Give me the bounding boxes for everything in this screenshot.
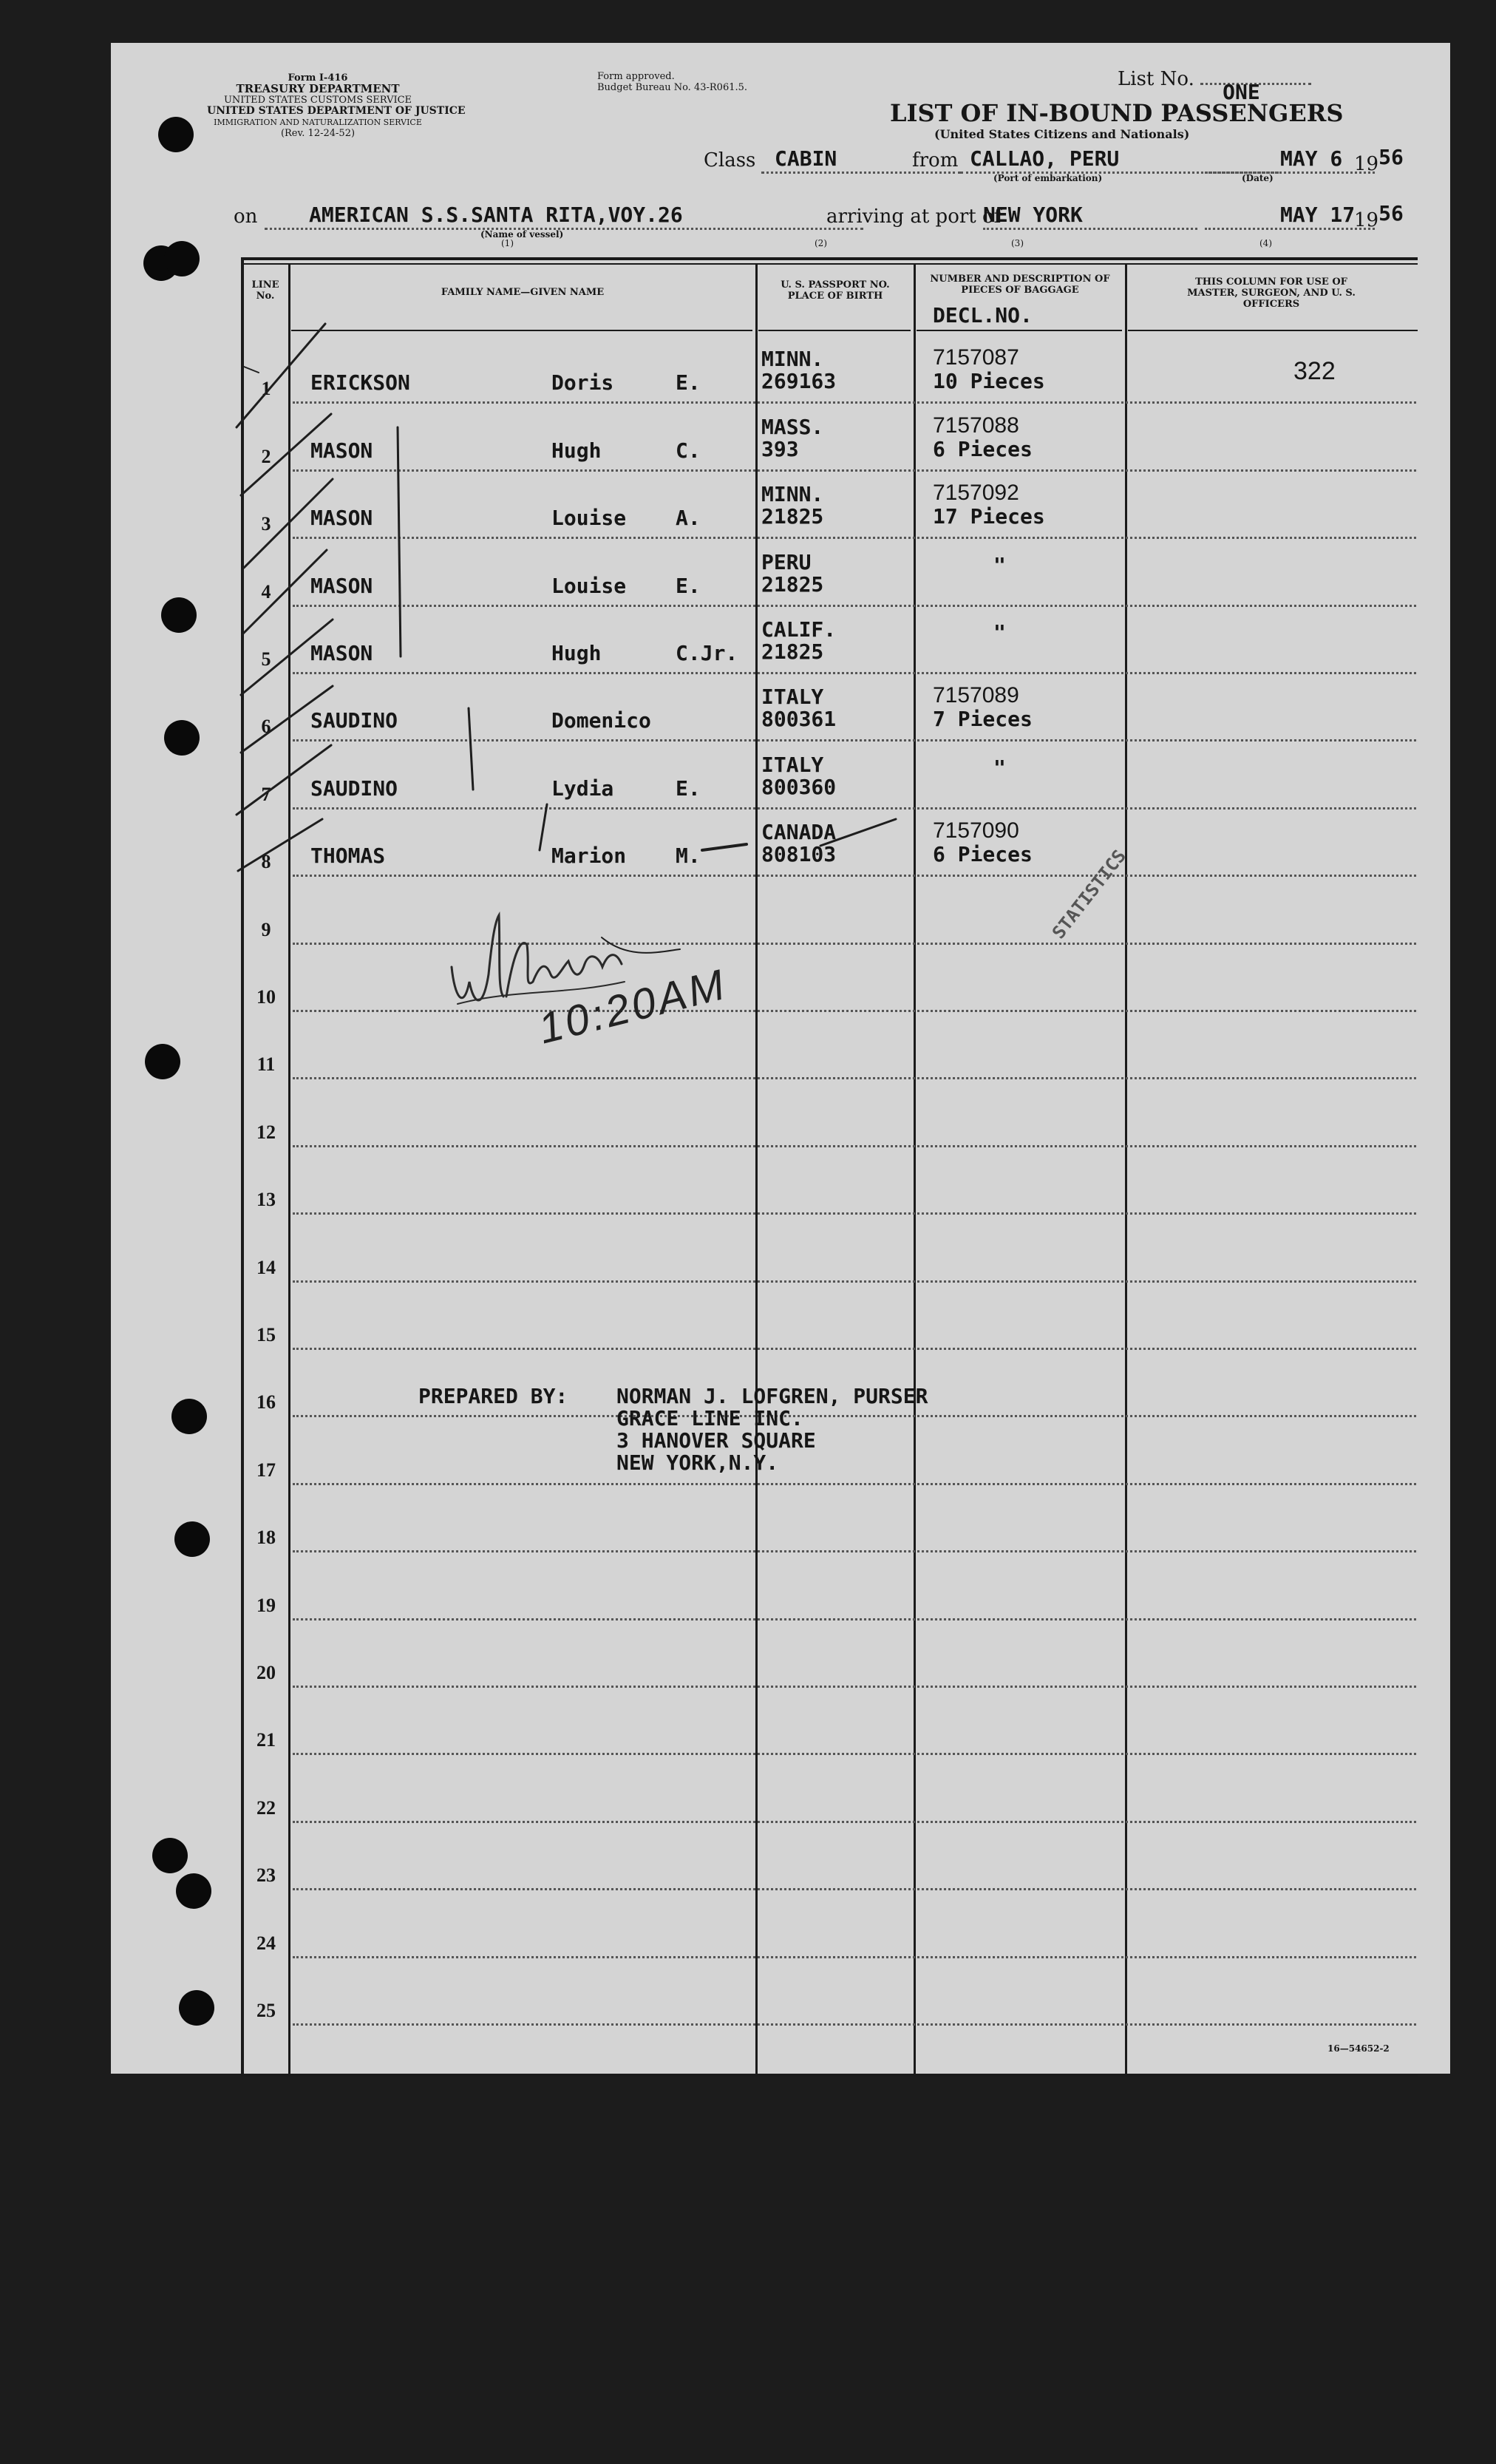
passport-number: 21825 (761, 639, 824, 664)
line-number: 2 (261, 445, 271, 467)
line-number: 20 (256, 1662, 276, 1683)
line-number: 18 (256, 1527, 276, 1549)
line-number: 7 (261, 783, 271, 805)
page-title: LIST OF IN-BOUND PASSENGERS (890, 99, 1344, 127)
passport-number: 21825 (761, 504, 824, 529)
passport-number: 800361 (761, 707, 837, 732)
family-name: SAUDINO (310, 775, 398, 801)
declaration-number: 7157088 (933, 413, 1019, 438)
passport-number: 808103 (761, 842, 837, 867)
given-name: Lydia (551, 775, 614, 801)
arrival-year-prefix: 19 (1354, 209, 1379, 231)
passport-number: 800360 (761, 774, 837, 799)
date-value: MAY 6 (1280, 146, 1343, 171)
vessel-value: AMERICAN S.S.SANTA RITA,VOY.26 (309, 203, 683, 227)
line-number: 3 (261, 513, 271, 535)
prepared-by-line-1: NORMAN J. LOFGREN, PURSER (616, 1384, 928, 1408)
passport-number: 21825 (761, 571, 824, 597)
place-of-birth: MINN. (761, 482, 824, 507)
header-passport: U. S. PASSPORT NO. PLACE OF BIRTH (781, 279, 890, 302)
prepared-by-line-2: GRACE LINE INC. (616, 1406, 803, 1430)
line-number: 9 (261, 918, 271, 940)
given-name: Domenico (551, 708, 651, 733)
middle-initial: M. (676, 844, 701, 869)
given-name: Louise (551, 573, 627, 598)
line-number: 11 (256, 1053, 276, 1076)
passport-number: 269163 (761, 369, 837, 394)
col-num-4: (4) (1259, 238, 1272, 248)
baggage-pieces: 6 Pieces (933, 842, 1033, 867)
prepared-by-line-3: 3 HANOVER SQUARE (616, 1428, 816, 1453)
place-of-birth: ITALY (761, 685, 824, 710)
baggage-pieces: 10 Pieces (933, 369, 1045, 394)
handwritten-time: 10:20AM (534, 960, 732, 1053)
place-of-birth: MINN. (761, 347, 824, 372)
list-no-value: ONE (1223, 80, 1260, 104)
form-number: Form I-416 (288, 72, 348, 84)
from-value: CALLAO, PERU (970, 146, 1120, 171)
approval-line: Form approved. (597, 71, 675, 82)
family-name: MASON (310, 506, 373, 531)
declaration-number: 7157092 (933, 481, 1019, 506)
header-officers: THIS COLUMN FOR USE OF MASTER, SURGEON, AND U. S. OFFICERS (1187, 276, 1356, 310)
footer-code: 16—54652-2 (1327, 2043, 1390, 2054)
family-name: ERICKSON (310, 370, 410, 396)
class-value: CABIN (775, 146, 837, 171)
given-name: Marion (551, 844, 627, 869)
class-label: Class (704, 149, 756, 172)
manifest-page (111, 43, 1450, 2074)
line-number: 14 (256, 1256, 276, 1278)
family-name: SAUDINO (310, 708, 398, 733)
line-number: 13 (256, 1189, 276, 1211)
list-no-label: List No. (1118, 68, 1194, 90)
line-number: 17 (256, 1459, 276, 1481)
header-baggage: NUMBER AND DESCRIPTION OF PIECES OF BAGGAGE (930, 274, 1110, 296)
line-number: 12 (256, 1121, 276, 1143)
middle-initial: A. (676, 506, 701, 531)
declaration-number: 7157090 (933, 818, 1019, 844)
table-bottom-rule (241, 2074, 1418, 2077)
vessel-caption: (Name of vessel) (480, 229, 564, 240)
arrival-date-value: MAY 17 (1280, 203, 1356, 227)
budget-line: Budget Bureau No. 43-R061.5. (597, 82, 748, 93)
year-prefix: 19 (1354, 153, 1379, 175)
port-value: NEW YORK (983, 203, 1083, 227)
line-number: 4 (261, 580, 271, 603)
col-num-2: (2) (815, 238, 827, 248)
issuer-department-2: UNITED STATES DEPARTMENT OF JUSTICE (207, 105, 466, 117)
place-of-birth: CANADA (761, 820, 837, 845)
line-number: 23 (256, 1864, 276, 1887)
declaration-number: 7157089 (933, 683, 1019, 708)
middle-initial: C. (676, 438, 701, 463)
year-value: 56 (1378, 145, 1404, 169)
baggage-pieces: 17 Pieces (933, 504, 1045, 529)
issuer-service: UNITED STATES CUSTOMS SERVICE (223, 95, 412, 106)
arriving-label: arriving at port of (826, 206, 1002, 228)
line-number: 16 (256, 1391, 276, 1413)
line-number: 6 (261, 716, 271, 738)
given-name: Hugh (551, 438, 602, 463)
officer-note: 322 (1293, 357, 1336, 386)
line-number: 25 (256, 2000, 276, 2021)
place-of-birth: ITALY (761, 752, 824, 777)
place-of-birth: CALIF. (761, 617, 837, 642)
family-name: MASON (310, 641, 373, 665)
place-of-birth: MASS. (761, 414, 824, 439)
line-number: 21 (256, 1729, 276, 1751)
form-revision: (Rev. 12-24-52) (280, 128, 356, 139)
declaration-number: 7157087 (933, 345, 1019, 370)
from-label: from (912, 149, 959, 172)
given-name: Doris (551, 370, 614, 396)
issuer-service-2: IMMIGRATION AND NATURALIZATION SERVICE (214, 118, 422, 127)
family-name: MASON (310, 573, 373, 598)
col-num-3: (3) (1011, 238, 1024, 248)
middle-initial: E. (676, 775, 701, 801)
header-line-no: LINE No. (251, 279, 279, 302)
baggage-pieces: 7 Pieces (933, 707, 1033, 732)
line-number: 5 (261, 648, 271, 670)
prepared-by-label: PREPARED BY: (418, 1384, 568, 1408)
passport-number: 393 (761, 436, 799, 461)
given-name: Hugh (551, 641, 602, 665)
line-number: 19 (256, 1594, 276, 1616)
line-number: 1 (261, 378, 271, 400)
line-number: 22 (256, 1796, 276, 1819)
handwritten-marks (111, 43, 1450, 2074)
line-number: 24 (256, 1932, 276, 1954)
place-of-birth: PERU (761, 549, 812, 574)
line-number: 10 (256, 986, 276, 1008)
date-caption: (Date) (1242, 173, 1274, 183)
middle-initial: E. (676, 573, 701, 598)
ditto-mark: " (993, 755, 1006, 780)
col-num-1: (1) (501, 238, 514, 248)
baggage-pieces: 6 Pieces (933, 436, 1033, 461)
ditto-mark: " (993, 620, 1006, 645)
line-number: 8 (261, 851, 271, 873)
from-caption: (Port of embarkation) (993, 173, 1103, 183)
arrival-year-value: 56 (1378, 201, 1404, 225)
page-subtitle: (United States Citizens and Nationals) (934, 127, 1190, 141)
middle-initial: E. (676, 370, 701, 396)
header-name: FAMILY NAME—GIVEN NAME (441, 287, 605, 298)
line-number: 15 (256, 1324, 276, 1345)
given-name: Louise (551, 506, 627, 531)
family-name: MASON (310, 438, 373, 463)
family-name: THOMAS (310, 844, 386, 869)
prepared-by-line-4: NEW YORK,N.Y. (616, 1450, 779, 1475)
on-label: on (234, 206, 258, 228)
header-baggage-typed: DECL.NO. (933, 303, 1033, 327)
statistics-stamp: STATISTICS (1048, 846, 1131, 943)
issuer-department: TREASURY DEPARTMENT (236, 82, 400, 95)
middle-initial: C.Jr. (676, 641, 738, 665)
ditto-mark: " (993, 552, 1006, 577)
